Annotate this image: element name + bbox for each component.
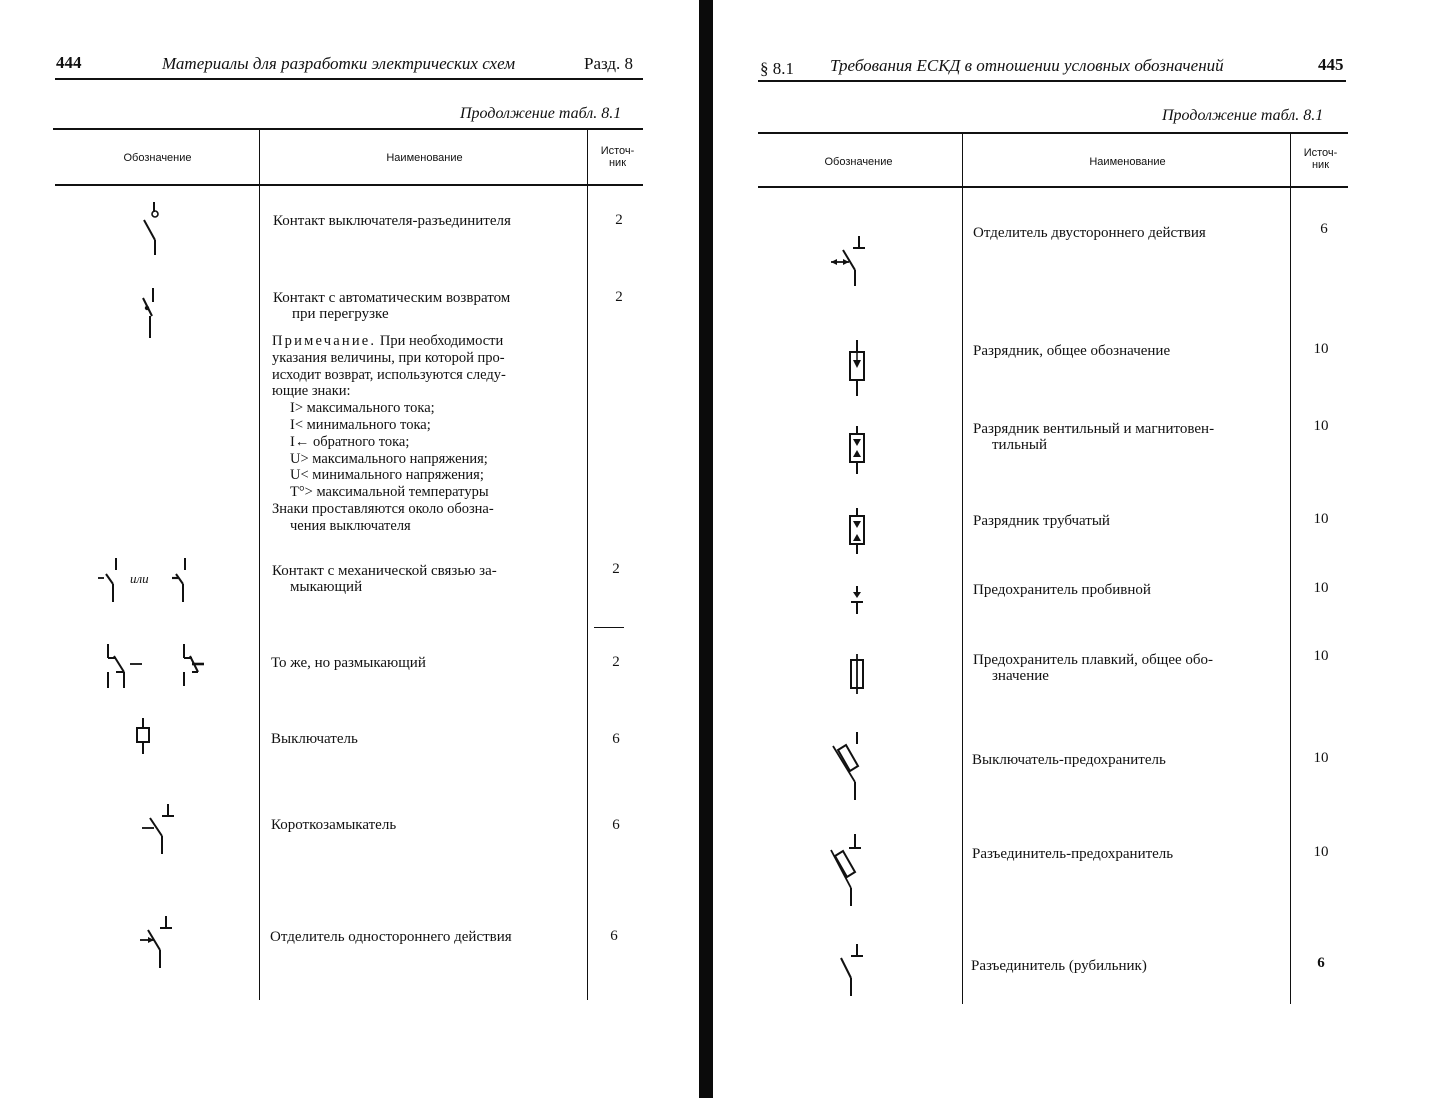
column-divider [259,130,260,1000]
row-source: 10 [1313,511,1329,527]
fuse-switch-symbol [829,730,869,804]
note-text: чения выключателя [290,517,411,534]
row-name: Контакт выключателя-разъединителя [273,213,511,229]
table-header-rule [55,184,643,186]
row-name-line1: Предохранитель плавкий, общее обо- [973,652,1214,668]
col-header-source-line1: Источ- [600,145,635,157]
row-source: 10 [1313,750,1329,766]
row-source: 2 [615,289,623,305]
short-rule [594,627,624,628]
row-name-line1: Контакт с механической связью за- [272,563,497,579]
row-source: 6 [610,928,618,944]
switch-disconnector-contact-symbol [140,198,170,258]
col-header-designation: Обозначение [824,156,893,168]
note-item: T°> максимальной температуры [290,484,489,501]
running-title: Требования ЕСКД в отношении условных обозначений [830,56,1224,75]
row-name: То же, но размыкающий [271,655,426,671]
row-name: Разъединитель-предохранитель [972,846,1174,862]
column-divider [1290,134,1291,1004]
row-name-line2: мыкающий [290,579,363,595]
valve-arrester-symbol [847,424,867,476]
two-way-isolator-symbol [829,232,869,292]
note-item: U< минимального напряжения; [290,467,484,484]
short-circuiter-symbol [138,800,178,860]
row-source: 10 [1313,418,1329,434]
column-divider [587,130,588,1000]
note-text: При необходимости [376,333,504,349]
page-number: 445 [1318,55,1344,74]
row-name-line2: тильный [992,437,1048,453]
col-header-designation: Обозначение [123,152,192,164]
note-label: Примечание. [272,333,377,349]
note-text: ющие знаки: [272,383,351,400]
arrester-symbol [847,338,867,400]
right-page [713,0,1437,1098]
row-name: Отделитель двустороннего действия [973,225,1206,241]
row-name: Разрядник, общее обозначение [973,343,1171,359]
fuse-disconnector-symbol [827,832,871,910]
note-text: исходит возврат, используются следу- [272,366,506,383]
row-name-line1: Контакт с автоматическим возвратом [273,290,511,306]
tube-arrester-symbol [847,506,867,556]
row-name: Выключатель-предохранитель [972,752,1166,768]
col-header-source-line1: Источ- [1303,147,1338,159]
section-ref: § 8.1 [760,59,794,78]
row-name: Предохранитель пробивной [973,582,1151,598]
row-name: Короткозамыкатель [271,817,397,833]
disconnector-knife-switch-symbol [837,940,867,1000]
row-name-line2: при перегрузке [292,306,389,322]
header-rule [55,78,643,80]
header-rule [758,80,1346,82]
table-header-rule [758,186,1348,188]
section-label: Разд. 8 [584,54,634,73]
col-header-name: Наименование [386,152,463,164]
note-item: I> максимального тока; [290,400,435,417]
col-header-source [1293,147,1348,171]
row-source: 6 [1317,955,1325,971]
fuse-symbol [847,652,867,698]
circuit-breaker-symbol [133,716,153,756]
row-name: Отделитель одностороннего действия [270,929,512,945]
row-source: 6 [1320,221,1328,237]
running-title: Материалы для разработки электрических схем [162,54,516,73]
table-continuation: Продолжение табл. 8.1 [460,105,622,122]
row-source: 10 [1313,341,1329,357]
row-source: 2 [612,561,620,577]
row-source: 2 [615,212,623,228]
row-name: Разъединитель (рубильник) [971,958,1147,974]
row-source: 6 [612,731,620,747]
note-item: I← обратного тока; [290,433,410,450]
row-source: 10 [1313,580,1329,596]
col-header-source [590,145,645,169]
page-number: 444 [56,53,82,72]
column-divider [962,134,963,1004]
one-way-isolator-symbol [136,912,176,972]
col-header-source-line2: ник [608,157,627,169]
auto-return-contact-symbol [138,284,168,344]
col-header-name: Наименование [1089,156,1166,168]
row-name-line2: значение [992,668,1049,684]
book-spine [699,0,713,1098]
row-source: 2 [612,654,620,670]
table-continuation: Продолжение табл. 8.1 [1162,107,1324,124]
row-source: 10 [1313,648,1329,664]
col-header-source-line2: ник [1311,159,1330,171]
note-text: Знаки проставляются около обозна- [272,500,494,517]
note-item: U> максимального напряжения; [290,450,488,467]
row-name: Выключатель [271,731,358,747]
row-name-line1: Разрядник вентильный и магнитовен- [973,421,1215,437]
note-block [272,333,582,535]
row-name: Разрядник трубчатый [973,513,1110,529]
left-page [0,0,699,1098]
breakdown-fuse-symbol [847,584,867,616]
symbol-or-label: или [130,571,149,586]
note-text: указания величины, при которой про- [272,349,505,366]
table-top-rule [758,132,1348,134]
row-source: 10 [1313,844,1329,860]
note-item: I< минимального тока; [290,416,431,433]
mechanical-link-break-contact-symbol [100,638,210,692]
row-source: 6 [612,817,620,833]
table-top-rule [53,128,643,130]
